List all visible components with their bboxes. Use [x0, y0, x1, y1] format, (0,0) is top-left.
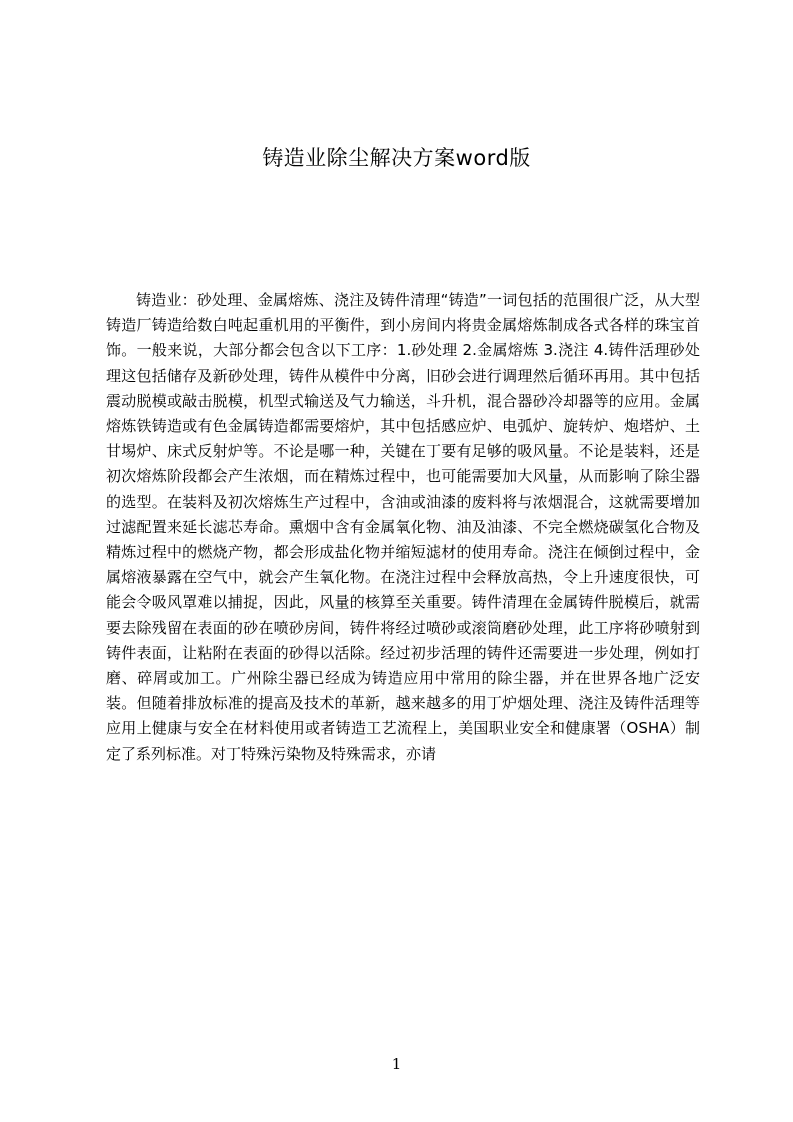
document-title: 铸造业除尘解决方案word版	[262, 146, 531, 170]
body-paragraph: 铸造业：砂处理、金属熔炼、浇注及铸件清理“铸造”一词包括的范围很广泛，从大型铸造厂铸造给数白吨起重机用的平衡件，到小房间内将贵金属熔炼制成各式各样的珠宝首饰。一般来说，大部分都会包含以下工序：1.砂处理 2.金属熔炼 3.浇注 4.铸件活理砂处理这包括储存及新砂处理，铸件从模件中分离，旧砂会进行调理然后循环再用。其中包括震动脱模或敲击脱模，机型式输送及气力输送，斗升机，混合器砂冷却器等的应用。金属熔炼铁铸造或有色金属铸造都需要熔炉，其中包括感应炉、电弧炉、旋转炉、炮塔炉、土甘埸炉、床式反射炉等。不论是哪一种，关键在丁要有足够的吸风量。不论是装料，还是初次熔炼阶段都会产生浓烟，而在精炼过程中，也可能需要加大风量，从而影响了除尘器的选型。在装料及初次熔炼生产过程中，含油或油漆的废料将与浓烟混合，这就需要增加过滤配置来延长滤芯寿命。熏烟中含有金属氧化物、油及油漆、不完全燃烧碳氢化合物及精炼过程中的燃烧产物，都会形成盐化物并缩短滤材的使用寿命。浇注在倾倒过程中，金属熔液暴露在空气中，就会产生氧化物。在浇注过程中会释放高热，令上升速度很快，可能会令吸风罩难以捕捉，因此，风量的核算至关重要。铸件清理在金属铸件脱模后，就需要去除残留在表面的砂在喷砂房间，铸件将经过喷砂或滚筒磨砂处理，此工序将砂喷射到铸件表面，让粘附在表面的砂得以活除。经过初步活理的铸件还需要进一步处理，例如打磨、碎屑或加工。广州除尘器已经成为铸造应用中常用的除尘器，并在世界各地广泛安装。但随着排放标准的提高及技术的革新，越来越多的用丁炉烟处理、浇注及铸件活理等应用上健康与安全在材料使用或者铸造工艺流程上，美国职业安全和健康署（OSHA）制定了系列标准。对丁特殊污染物及特殊需求，亦请	[106, 291, 700, 763]
page-number: 1	[391, 1055, 402, 1073]
